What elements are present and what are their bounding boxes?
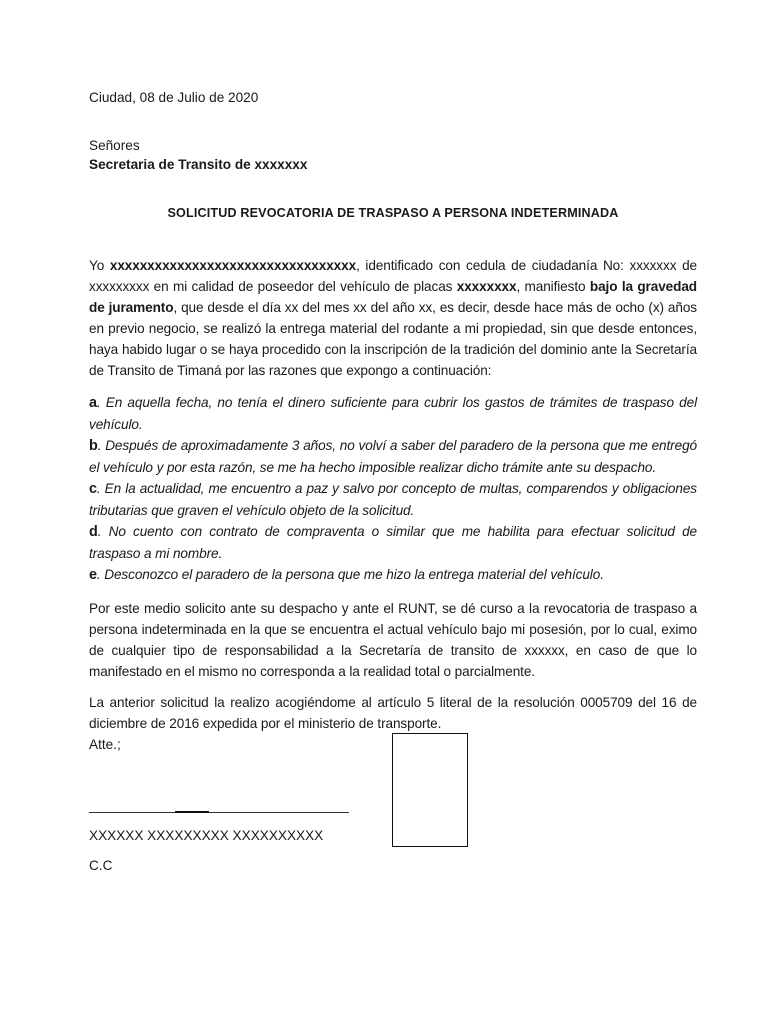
letter-body (89, 255, 697, 734)
reasons-list (89, 392, 697, 586)
reason-letter: a (89, 395, 97, 411)
reason-text: . No cuento con contrato de compraventa o similar que me habilita para efectuar solicitud de traspaso a mi nombre. (89, 524, 697, 561)
salutation: Señores (89, 138, 140, 153)
reason-text: . En aquella fecha, no tenía el dinero suficiente para cubrir los gastos de trámites de traspaso del vehículo. (89, 395, 697, 432)
paragraph-2: Por este medio solicito ante su despacho y ante el RUNT, se dé curso a la revocatoria de traspaso a persona indeterminada en la que se encuentra el actual vehículo bajo mi posesión, por lo cual, eximo de cualquier tipo de responsabilidad a la Secretaría de transito de xxxxxx, en caso de que lo manifestado en el mismo no corresponda a la realidad total o parcialmente. (89, 601, 697, 679)
reason-letter: e (89, 567, 97, 583)
id-label: C.C (89, 858, 113, 873)
oath-text: bajo la gravedad de juramento (89, 279, 697, 315)
reason-item (89, 521, 697, 564)
signature-line (89, 812, 349, 813)
document-title: SOLICITUD REVOCATORIA DE TRASPASO A PERSONA INDETERMINADA (167, 206, 619, 220)
signer-name: XXXXXX XXXXXXXXX XXXXXXXXXX (89, 828, 324, 843)
recipient-block (89, 136, 307, 174)
plate-placeholder: xxxxxxxx (456, 279, 517, 294)
yo-text: Yo (89, 258, 110, 273)
date-line: Ciudad, 08 de Julio de 2020 (89, 90, 259, 105)
reason-text: . En la actualidad, me encuentro a paz y salvo por concepto de multas, comparendos y obligaciones tributarias que graven el vehículo objeto de la solicitud. (89, 481, 697, 518)
reason-item (89, 435, 697, 478)
paragraph-1-part-3: , que desde el día xx del mes xx del año xx, es decir, desde hace más de ocho (x) años en previo negocio, se realizó la entrega material del rodante a mi propiedad, sin que desde entonces, haya habido lugar o se haya procedido con la inscripción de la tradición del dominio ante la Secretaría de Transito de Timaná por las razones que expongo a continuación: (89, 300, 697, 378)
paragraph-3: La anterior solicitud la realizo acogiéndome al artículo 5 literal de la resolución 0005709 del 16 de diciembre de 2016 expedida por el ministerio de transporte. (89, 695, 697, 731)
reason-item (89, 392, 697, 435)
name-placeholder: xxxxxxxxxxxxxxxxxxxxxxxxxxxxxxxxx (109, 258, 357, 273)
reason-text: . Desconozco el paradero de la persona que me hizo la entrega material del vehículo. (96, 567, 604, 582)
reason-item (89, 478, 697, 521)
reason-letter: c (89, 481, 97, 497)
paragraph-1-part-1: , identificado con cedula de ciudadanía No: xxxxxxx de xxxxxxxxx en mi calidad de poseedor del vehículo de placas (89, 258, 697, 294)
signature-line-accent (175, 811, 209, 813)
reason-letter: b (89, 438, 98, 454)
recipient-org: Secretaria de Transito de xxxxxxx (89, 157, 308, 172)
closing: Atte.; (89, 737, 121, 752)
fingerprint-box (392, 733, 468, 847)
reason-text: . Después de aproximadamente 3 años, no volví a saber del paradero de la persona que me entregó el vehículo y por esta razón, se me ha hecho imposible realizar dicho trámite ante su despacho. (89, 438, 697, 475)
paragraph-1 (89, 255, 697, 381)
reason-item (89, 564, 697, 586)
reason-letter: d (89, 524, 98, 540)
paragraph-1-part-2: , manifiesto (516, 279, 590, 294)
